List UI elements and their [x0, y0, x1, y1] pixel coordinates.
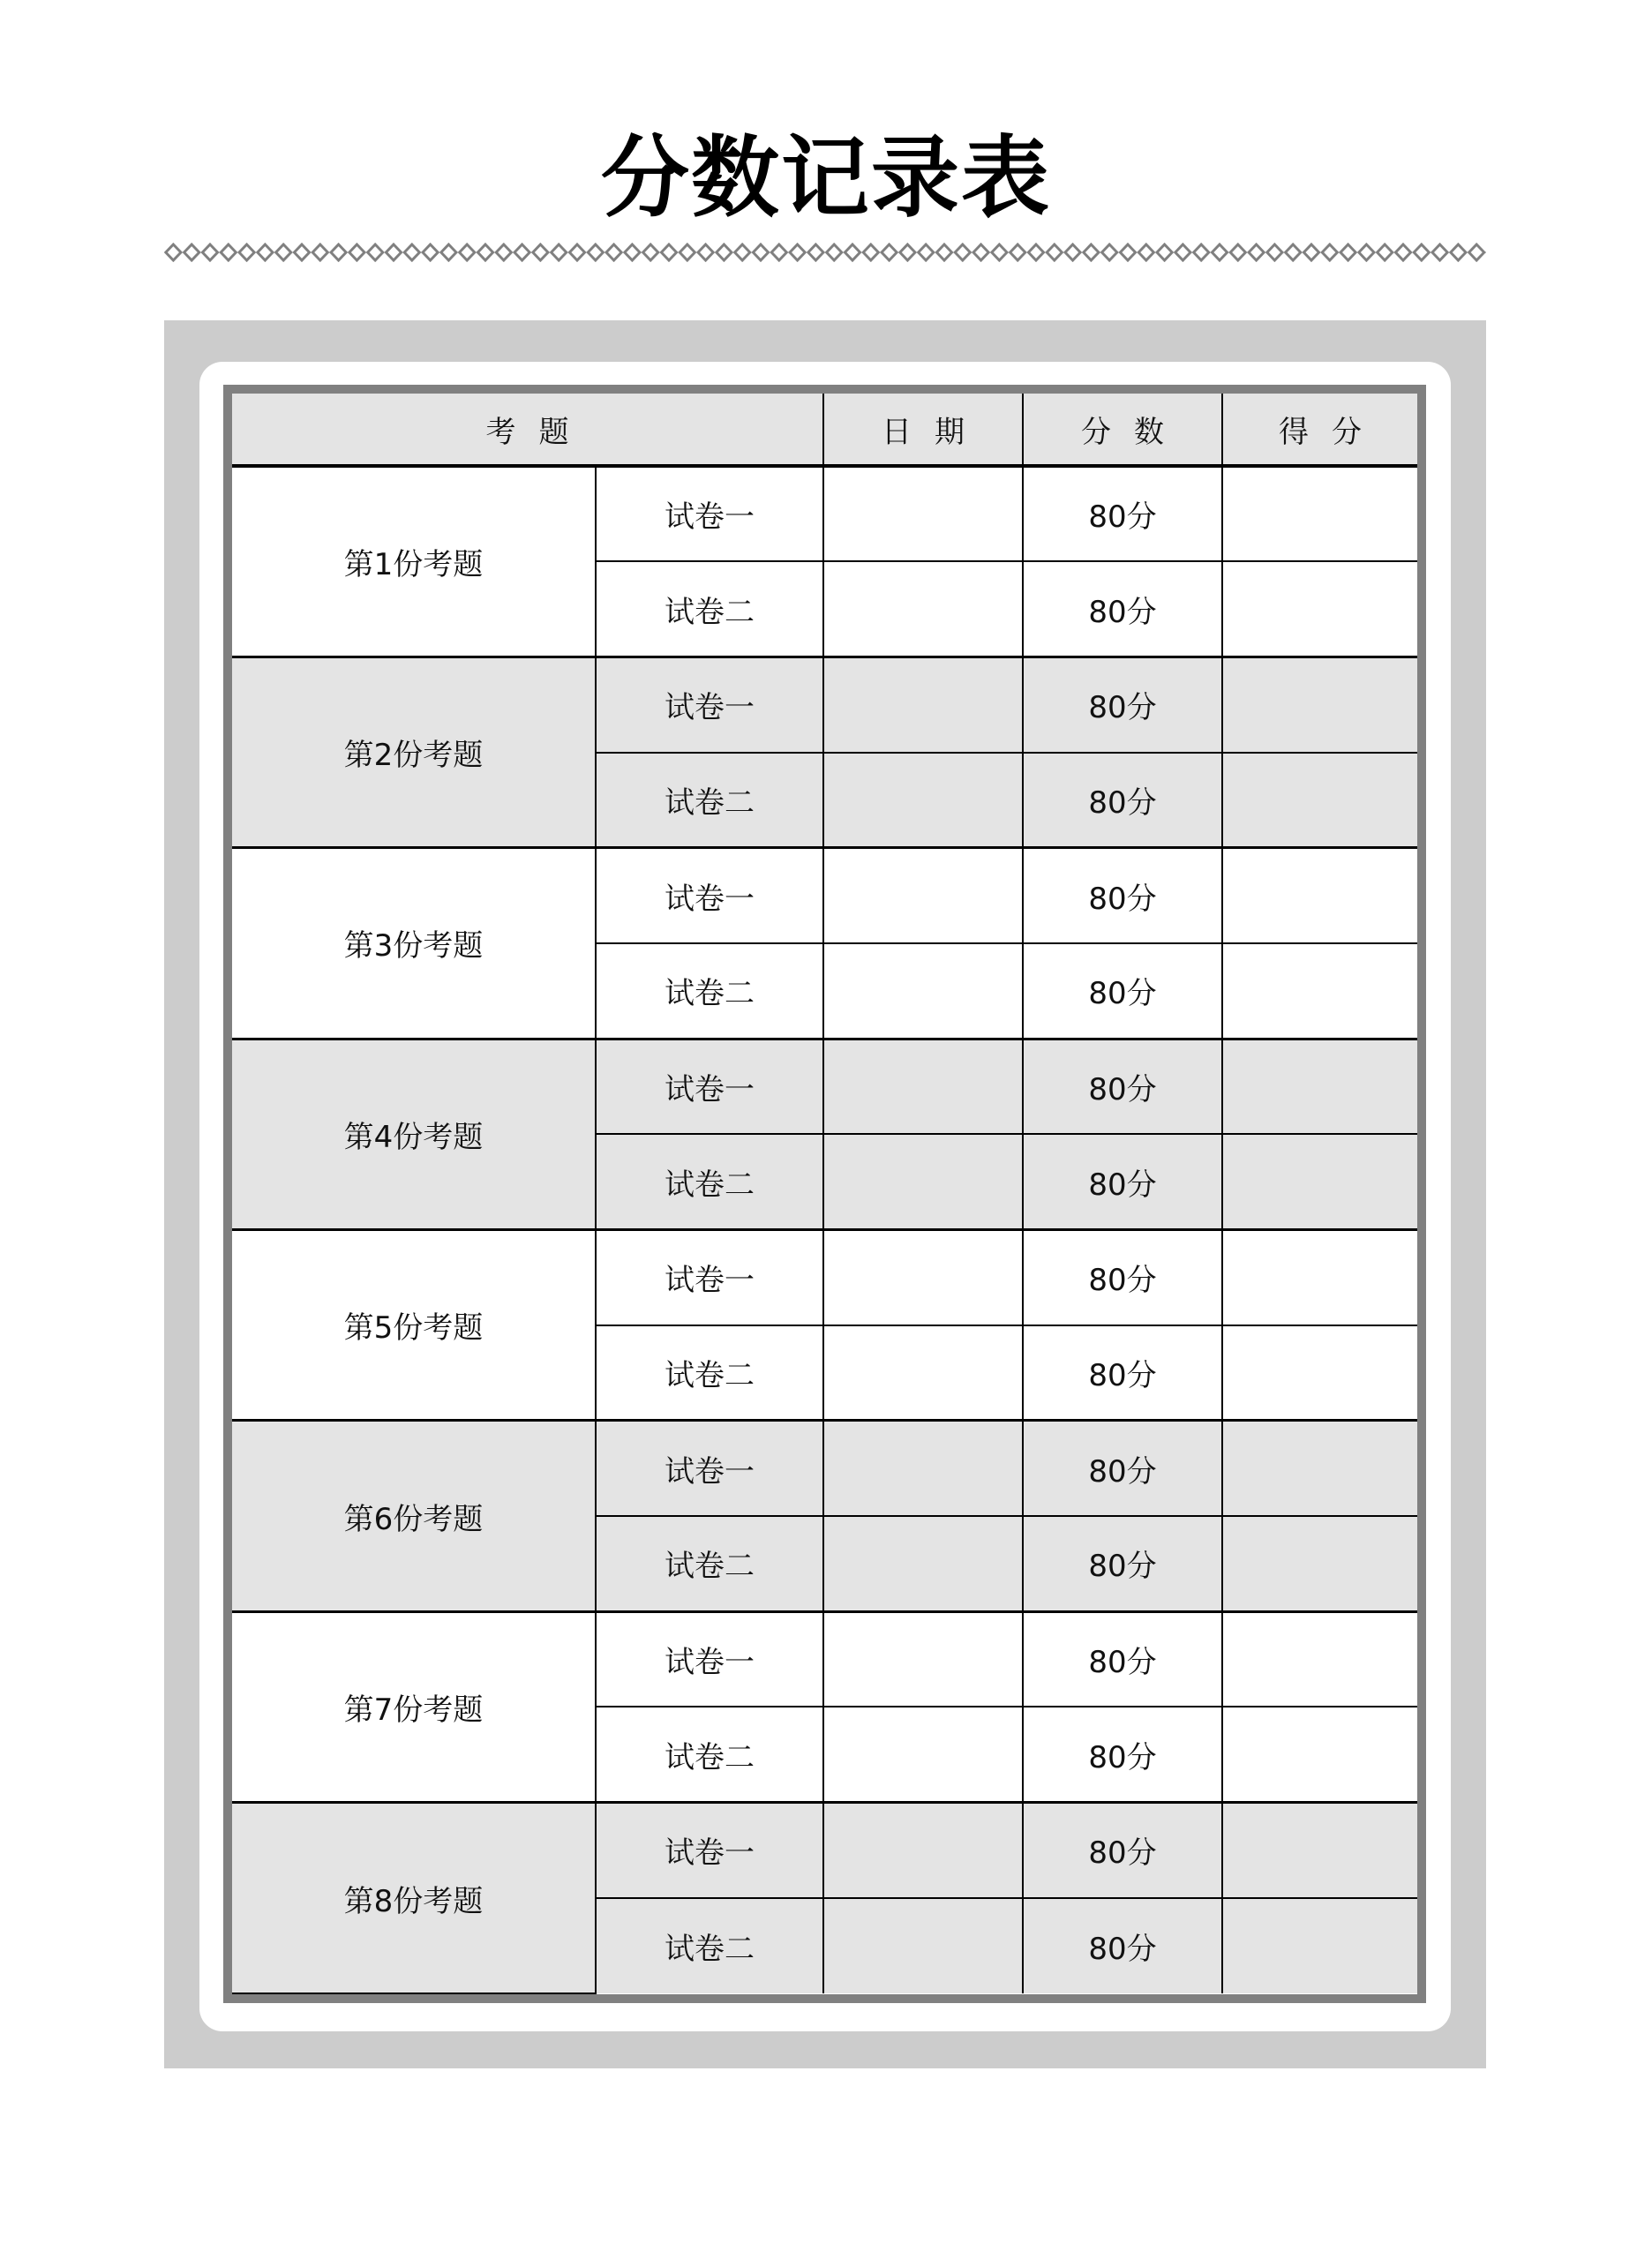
date-cell[interactable] — [823, 753, 1023, 848]
earned-cell[interactable] — [1222, 657, 1417, 752]
header-earned — [1222, 394, 1417, 466]
group-label: 第1份考题 — [232, 466, 596, 657]
table-row — [232, 466, 1417, 561]
header-date — [823, 394, 1023, 466]
paper-name: 试卷二 — [596, 1707, 823, 1802]
score-cell: 80分 — [1023, 657, 1222, 752]
header-score-label: 分数 — [1081, 414, 1187, 450]
paper-name: 试卷一 — [596, 1039, 823, 1134]
earned-cell[interactable] — [1222, 1707, 1417, 1802]
group-label: 第3份考题 — [232, 848, 596, 1039]
paper-name: 试卷一 — [596, 1230, 823, 1325]
earned-cell[interactable] — [1222, 1230, 1417, 1325]
paper-name: 试卷一 — [596, 657, 823, 752]
score-cell: 80分 — [1023, 848, 1222, 943]
header-topic — [232, 394, 823, 466]
table-row — [232, 848, 1417, 943]
score-cell: 80分 — [1023, 1421, 1222, 1516]
header-date-label: 日期 — [882, 414, 987, 450]
table-row — [232, 657, 1417, 752]
score-cell: 80分 — [1023, 1803, 1222, 1898]
paper-name: 试卷二 — [596, 1134, 823, 1229]
paper-name: 试卷二 — [596, 561, 823, 657]
paper-name: 试卷二 — [596, 753, 823, 848]
date-cell[interactable] — [823, 1039, 1023, 1134]
score-cell: 80分 — [1023, 1134, 1222, 1229]
date-cell[interactable] — [823, 657, 1023, 752]
earned-cell[interactable] — [1222, 1611, 1417, 1707]
earned-cell[interactable] — [1222, 848, 1417, 943]
date-cell[interactable] — [823, 1707, 1023, 1802]
date-cell[interactable] — [823, 1421, 1023, 1516]
earned-cell[interactable] — [1222, 753, 1417, 848]
date-cell[interactable] — [823, 1516, 1023, 1611]
earned-cell[interactable] — [1222, 1898, 1417, 1993]
diamond-divider — [164, 243, 1486, 262]
paper-name: 试卷一 — [596, 1421, 823, 1516]
date-cell[interactable] — [823, 1134, 1023, 1229]
group-label: 第4份考题 — [232, 1039, 596, 1229]
score-cell: 80分 — [1023, 1898, 1222, 1993]
page-title: 分数记录表 — [601, 126, 1051, 229]
header-earned-label: 得分 — [1279, 414, 1385, 450]
score-cell: 80分 — [1023, 561, 1222, 657]
score-cell: 80分 — [1023, 943, 1222, 1039]
date-cell[interactable] — [823, 1611, 1023, 1707]
group-label: 第8份考题 — [232, 1803, 596, 1993]
header-topic-label: 考题 — [485, 414, 592, 450]
paper-name: 试卷二 — [596, 1325, 823, 1421]
group-label: 第6份考题 — [232, 1421, 596, 1611]
earned-cell[interactable] — [1222, 1039, 1417, 1134]
group-label: 第7份考题 — [232, 1611, 596, 1802]
score-cell: 80分 — [1023, 753, 1222, 848]
header-score — [1023, 394, 1222, 466]
score-cell: 80分 — [1023, 1516, 1222, 1611]
paper-name: 试卷二 — [596, 1516, 823, 1611]
table-row — [232, 1803, 1417, 1898]
date-cell[interactable] — [823, 848, 1023, 943]
table-row — [232, 1421, 1417, 1516]
inner-frame — [199, 362, 1451, 2031]
earned-cell[interactable] — [1222, 1803, 1417, 1898]
paper-name: 试卷一 — [596, 1611, 823, 1707]
score-cell: 80分 — [1023, 466, 1222, 561]
table-row — [232, 1039, 1417, 1134]
paper-name: 试卷一 — [596, 466, 823, 561]
paper-name: 试卷二 — [596, 1898, 823, 1993]
table-row — [232, 1230, 1417, 1325]
paper-name: 试卷一 — [596, 1803, 823, 1898]
score-cell: 80分 — [1023, 1611, 1222, 1707]
earned-cell[interactable] — [1222, 561, 1417, 657]
earned-cell[interactable] — [1222, 1516, 1417, 1611]
date-cell[interactable] — [823, 943, 1023, 1039]
date-cell[interactable] — [823, 1898, 1023, 1993]
score-cell: 80分 — [1023, 1325, 1222, 1421]
score-cell: 80分 — [1023, 1039, 1222, 1134]
score-table — [232, 394, 1417, 1994]
date-cell[interactable] — [823, 561, 1023, 657]
earned-cell[interactable] — [1222, 1421, 1417, 1516]
group-label: 第2份考题 — [232, 657, 596, 847]
table-row — [232, 1611, 1417, 1707]
table-body — [232, 466, 1417, 1993]
date-cell[interactable] — [823, 466, 1023, 561]
earned-cell[interactable] — [1222, 1325, 1417, 1421]
outer-frame — [164, 320, 1486, 2068]
earned-cell[interactable] — [1222, 466, 1417, 561]
date-cell[interactable] — [823, 1230, 1023, 1325]
header-row — [232, 394, 1417, 466]
score-cell: 80分 — [1023, 1230, 1222, 1325]
date-cell[interactable] — [823, 1803, 1023, 1898]
paper-name: 试卷一 — [596, 848, 823, 943]
date-cell[interactable] — [823, 1325, 1023, 1421]
score-cell: 80分 — [1023, 1707, 1222, 1802]
earned-cell[interactable] — [1222, 943, 1417, 1039]
score-table-border — [223, 385, 1426, 2003]
paper-name: 试卷二 — [596, 943, 823, 1039]
group-label: 第5份考题 — [232, 1230, 596, 1421]
earned-cell[interactable] — [1222, 1134, 1417, 1229]
